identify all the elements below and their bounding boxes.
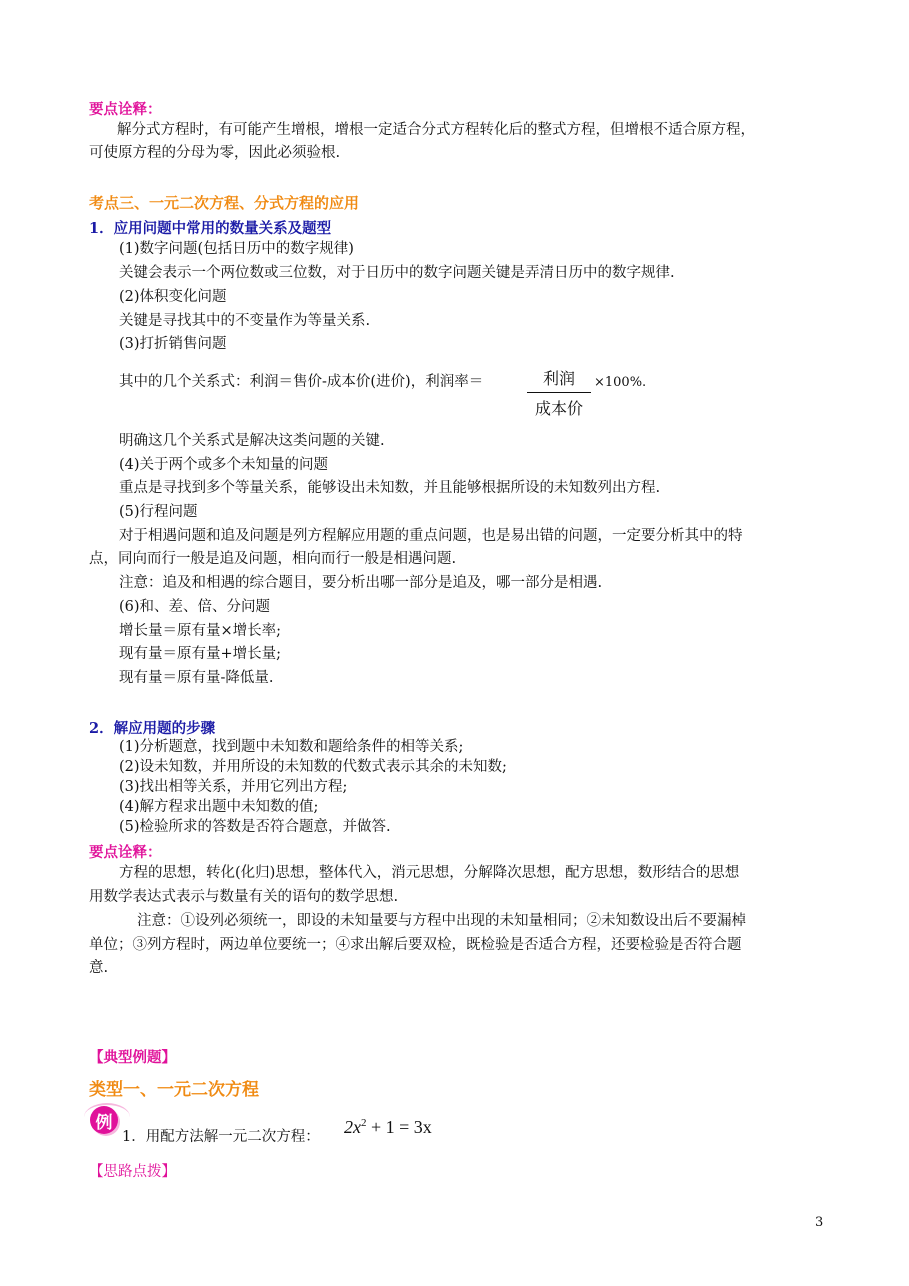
- paragraph-line: 对于相遇问题和追及问题是列方程解应用题的重点问题，也是易出错的问题，一定要分析其中的特: [119, 528, 743, 544]
- paragraph-line: 注意：①设列必须统一，即设的未知量要与方程中出现的未知量相同；②未知数设出后不要漏棹: [137, 913, 746, 929]
- equation: [344, 1117, 432, 1138]
- step-item: (4)解方程求出题中未知数的值;: [119, 799, 319, 815]
- step-item: (2)设未知数，并用所设的未知数的代数式表示其余的未知数;: [119, 759, 507, 775]
- key-point-heading: 要点诠释：: [89, 101, 162, 118]
- page-number: 3: [815, 1215, 824, 1230]
- subsection-heading: 2．解应用题的步骤: [89, 720, 216, 737]
- example-badge-icon: 例: [90, 1106, 118, 1134]
- section-heading: 考点三、一元二次方程、分式方程的应用: [89, 194, 360, 212]
- step-item: (1)分析题意，找到题中未知数和题给条件的相等关系;: [119, 739, 464, 755]
- key-point-heading: 要点诠释：: [89, 844, 162, 861]
- list-item: (5)行程问题: [119, 504, 198, 520]
- list-item: 增长量＝原有量×增长率;: [119, 623, 282, 639]
- subsection-heading: 1．应用问题中常用的数量关系及题型: [89, 220, 332, 237]
- question-text: 1．用配方法解一元二次方程：: [122, 1129, 320, 1145]
- type-heading: 类型一、一元二次方程: [89, 1080, 259, 1100]
- list-item: (1)数字问题(包括日历中的数字规律): [119, 241, 354, 257]
- list-item: 注意：追及和相遇的综合题目，要分析出哪一部分是追及，哪一部分是相遇.: [119, 575, 603, 591]
- list-item: 关键会表示一个两位数或三位数，对于日历中的数字问题关键是弄清日历中的数字规律.: [119, 265, 675, 281]
- formula-suffix: ×100%.: [594, 375, 647, 390]
- list-item: (3)打折销售问题: [119, 336, 227, 352]
- list-item: 关键是寻找其中的不变量作为等量关系.: [119, 313, 371, 329]
- hint-tag: 【思路点拨】: [89, 1164, 176, 1180]
- list-item: 明确这几个关系式是解决这类问题的关键.: [119, 433, 385, 449]
- fraction-numerator: 利润: [542, 369, 575, 388]
- profit-rate-fraction: [527, 366, 591, 419]
- paragraph-line: 意.: [89, 960, 109, 976]
- fraction-bar: [527, 392, 591, 393]
- equation-right: + 1 = 3x: [371, 1117, 432, 1137]
- fraction-denominator: 成本价: [534, 399, 583, 418]
- list-item: (2)体积变化问题: [119, 289, 227, 305]
- typical-examples-tag: 【典型例题】: [89, 1049, 176, 1066]
- paragraph-line: 可使原方程的分母为零，因此必须验根.: [89, 145, 341, 161]
- equation-left: 2x: [344, 1117, 361, 1137]
- paragraph-line: 解分式方程时，有可能产生增根，增根一定适合分式方程转化后的整式方程，但增根不适合原方程，: [117, 122, 755, 138]
- list-item: 现有量＝原有量-降低量.: [119, 670, 274, 686]
- paragraph-line: 用数学表达式表示与数量有关的语句的数学思想.: [89, 889, 399, 905]
- paragraph-line: 单位；③列方程时，两边单位要统一；④求出解后要双检，既检验是否适合方程，还要检验是否符合题: [89, 937, 742, 953]
- step-item: (3)找出相等关系，并用它列出方程;: [119, 779, 348, 795]
- list-item: (4)关于两个或多个未知量的问题: [119, 457, 329, 473]
- step-item: (5)检验所求的答数是否符合题意，并做答.: [119, 819, 391, 835]
- paragraph-line: 点，同向而行一般是追及问题，相向而行一般是相遇问题.: [89, 551, 457, 567]
- equation-exponent: 2: [361, 1117, 367, 1129]
- list-item: 现有量＝原有量+增长量;: [119, 646, 282, 662]
- formula-prefix: 其中的几个关系式：利润＝售价-成本价(进价)，利润率＝: [119, 374, 484, 390]
- list-item: (6)和、差、倍、分问题: [119, 599, 271, 615]
- list-item: 重点是寻找到多个等量关系，能够设出未知数，并且能够根据所设的未知数列出方程.: [119, 480, 661, 496]
- paragraph-line: 方程的思想，转化(化归)思想，整体代入，消元思想，分解降次思想，配方思想，数形结合的思想: [119, 865, 740, 881]
